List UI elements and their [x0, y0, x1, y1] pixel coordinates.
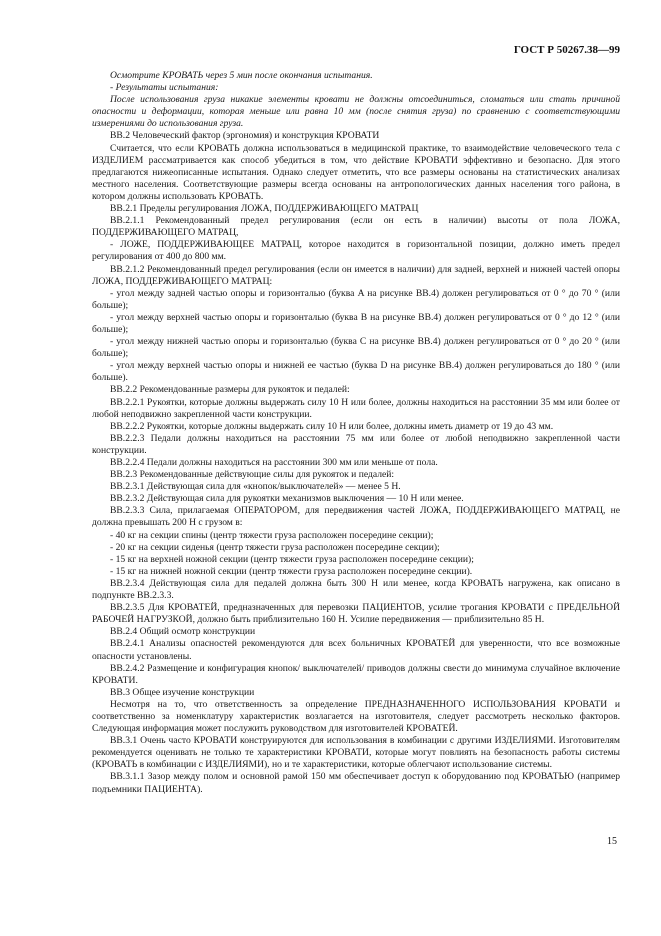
section-heading-bb22: ВВ.2.2 Рекомендованные размеры для рукояток и педалей:	[110, 384, 350, 396]
paragraph-ergonomics: Считается, что если КРОВАТЬ должна использоваться в медицинской практике, то взаимодействие человеческого тела с ИЗДЕЛИЕМ рассматривается как способ убедиться в том, что действие КРОВАТИ эффективно и безопасно. Для этого предлагаются нижеописанные испытания. Однако следует отметить, что все размеры основаны на статистических анализах местного населения. Соответствующие размеры всегда основаны на антропологических данных населения того района, в котором должны использовать КРОВАТЬ.	[92, 142, 620, 202]
paragraph-bb232: ВВ.2.3.2 Действующая сила для рукоятки механизмов выключения — 10 Н или менее.	[110, 493, 464, 505]
paragraph-bb212: ВВ.2.1.2 Рекомендованный предел регулирования (если он имеется в наличии) для задней, верхней и нижней частей опоры ЛОЖА, ПОДДЕРЖИВАЮЩЕГО МАТРАЦ:	[92, 263, 620, 287]
paragraph-bb233: ВВ.2.3.3 Сила, прилагаемая ОПЕРАТОРОМ, для передвижения частей ЛОЖА, ПОДДЕРЖИВАЮЩЕГО МАТРАЦ, не должна превышать 200 Н с грузом в:	[92, 505, 620, 529]
section-heading-bb3: ВВ.3 Общее изучение конструкции	[110, 686, 255, 698]
paragraph-bb242: ВВ.2.4.2 Размещение и конфигурация кнопок/ выключателей/ приводов должны свести до минимума случайное включение КРОВАТИ.	[92, 662, 620, 686]
paragraph-bb221: ВВ.2.2.1 Рукоятки, которые должны выдержать силу 10 Н или более, должны находиться на расстоянии 35 мм или более от любой неподвижно закрепленной части конструкции.	[92, 396, 620, 420]
paragraph-inspect-bed: Осмотрите КРОВАТЬ через 5 мин после окончания испытания.	[110, 70, 373, 81]
list-item-lower-leg-section: - 15 кг на нижней ножной секции (центр тяжести груза расположен посередине секции).	[110, 565, 473, 577]
list-item-seat-section: - 20 кг на секции сиденья (центр тяжести груза расположен посередине секции);	[110, 541, 440, 553]
list-item-angle-b: - угол между верхней частью опоры и горизонталью (буква B на рисунке ВВ.4) должен регулироваться от 0 ° до 12 ° (или больше);	[92, 311, 620, 335]
paragraph-bb223: ВВ.2.2.3 Педали должны находиться на расстоянии 75 мм или более от любой неподвижно закрепленной части конструкции.	[92, 432, 620, 456]
list-item-angle-c: - угол между нижней частью опоры и горизонталью (буква C на рисунке ВВ.4) должен регулироваться от 0 ° до 20 ° (или больше);	[92, 336, 620, 360]
page-number: 15	[607, 836, 617, 847]
section-heading-bb2: ВВ.2 Человеческий фактор (эргономия) и конструкция КРОВАТИ	[110, 130, 380, 142]
paragraph-bb211: ВВ.2.1.1 Рекомендованный предел регулирования (если он есть в наличии) высоты от пола ЛОЖА, ПОДДЕРЖИВАЮЩЕГО МАТРАЦ,	[92, 215, 620, 239]
paragraph-bb224: ВВ.2.2.4 Педали должны находиться на расстоянии 300 мм или меньше от пола.	[110, 457, 438, 468]
list-item-angle-a: - угол между задней частью опоры и горизонталью (буква A на рисунке ВВ.4) должен регулироваться от 0 ° до 70 ° (или больше);	[92, 287, 620, 311]
section-heading-bb24: ВВ.2.4 Общий осмотр конструкции	[110, 626, 256, 638]
list-item-bed-height: - ЛОЖЕ, ПОДДЕРЖИВАЮЩЕЕ МАТРАЦ, которое находится в горизонтальной позиции, должно иметь предел регулирования от 400 до 800 мм.	[92, 239, 620, 263]
list-item-angle-d: - угол между верхней частью опоры и нижней ее частью (буква D на рисунке ВВ.4) должен регулироваться до 180 ° (или больше).	[92, 360, 620, 384]
paragraph-bb234: ВВ.2.3.4 Действующая сила для педалей должна быть 300 Н или менее, когда КРОВАТЬ нагружена, как описано в подпункте ВВ.2.3.3.	[92, 577, 620, 602]
paragraph-bb311: ВВ.3.1.1 Зазор между полом и основной рамой 150 мм обеспечивает доступ к оборудованию под КРОВАТЬЮ (например подъемники ПАЦИЕНТА).	[92, 771, 620, 795]
section-heading-bb21: ВВ.2.1 Пределы регулирования ЛОЖА, ПОДДЕРЖИВАЮЩЕГО МАТРАЦ	[110, 203, 419, 215]
section-heading-bb23: ВВ.2.3 Рекомендованные действующие силы для рукояток и педалей:	[110, 469, 395, 481]
standard-header: ГОСТ Р 50267.38—99	[513, 44, 620, 56]
paragraph-test-results: После использования груза никакие элементы кровати не должны отсоединиться, сломаться или стать причиной опасности и деформации, которая меньше или равна 10 мм (после снятия груза) по сравнению с соответствующими измерениями до использования груза.	[92, 94, 620, 130]
paragraph-bb241: ВВ.2.4.1 Анализы опасностей рекомендуются для всех больничных КРОВАТЕЙ для уверенности, что все возможные опасности установлены.	[92, 638, 620, 662]
paragraph-bb235: ВВ.2.3.5 Для КРОВАТЕЙ, предназначенных для перевозки ПАЦИЕНТОВ, усилие трогания КРОВАТИ с ПРЕДЕЛЬНОЙ РАБОЧЕЙ НАГРУЗКОЙ, должно быть приблизительно 160 Н. Усилие передвижения — приблизительно 85 Н.	[92, 602, 620, 626]
paragraph-bb222: ВВ.2.2.2 Рукоятки, которые должны выдержать силу 10 Н или более, должны иметь диаметр от 19 до 43 мм.	[110, 420, 554, 432]
list-item-upper-leg-section: - 15 кг на верхней ножной секции (центр тяжести груза расположен посередине секции);	[110, 553, 474, 565]
list-item-back-section: - 40 кг на секции спины (центр тяжести груза расположен посередине секции);	[110, 529, 434, 541]
paragraph-bb31: ВВ.3.1 Очень часто КРОВАТИ конструируются для использования в комбинации с другими ИЗДЕЛИЯМИ. Изготовителям рекомендуется оценивать не только те характеристики КРОВАТИ, которые могут повлиять на безопасность работы системы (КРОВАТЬ в комбинации с ИЗДЕЛИЯМИ), но и те характеристики, которые облегчают использование системы.	[92, 735, 620, 771]
paragraph-test-results-label: - Результаты испытания:	[110, 82, 219, 94]
paragraph-intended-use: Несмотря на то, что ответственность за определение ПРЕДНАЗНАЧЕННОГО ИСПОЛЬЗОВАНИЯ КРОВАТИ и соответственно за номенклатуру характеристик возлагается на изготовителя, следует рассмотреть несколько факторов. Следующая информация может послужить руководством для изготовителей КРОВАТЕЙ.	[92, 698, 620, 735]
paragraph-bb231: ВВ.2.3.1 Действующая сила для «кнопок/выключателей» — менее 5 Н.	[110, 481, 401, 493]
